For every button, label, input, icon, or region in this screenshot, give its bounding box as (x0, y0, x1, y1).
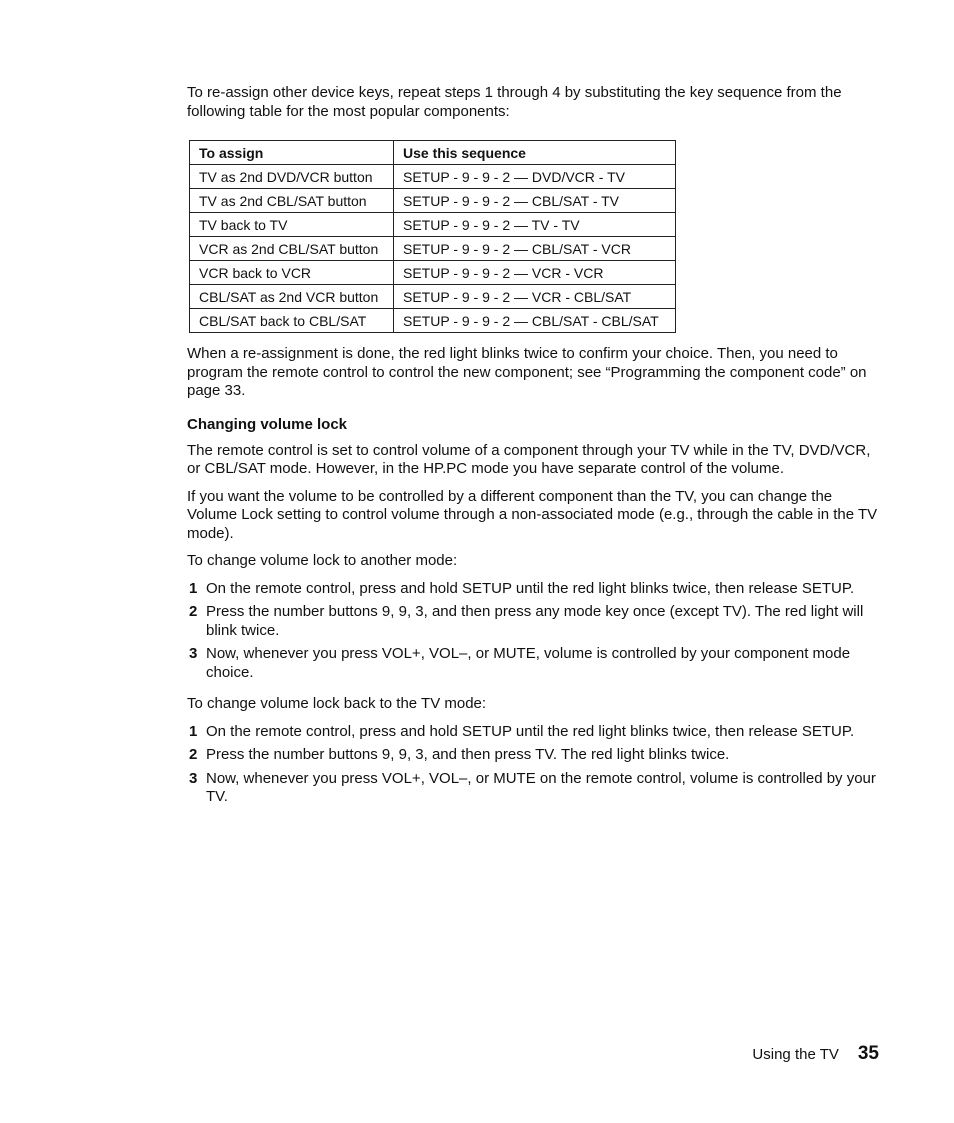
assign-cell: CBL/SAT as 2nd VCR button (190, 285, 394, 309)
page-content (187, 84, 882, 820)
table-row (190, 285, 676, 309)
steps-list-another-mode (187, 580, 882, 683)
footer-section-title: Using the TV (752, 1046, 839, 1063)
table-row (190, 189, 676, 213)
sequence-cell: SETUP - 9 - 9 - 2 — VCR - CBL/SAT (394, 285, 676, 309)
step-text: On the remote control, press and hold SETUP until the red light blinks twice, then release SETUP. (206, 579, 855, 597)
list-item (187, 746, 882, 765)
step-number: 2 (189, 746, 198, 763)
assign-cell: TV as 2nd CBL/SAT button (190, 189, 394, 213)
assign-cell: CBL/SAT back to CBL/SAT (190, 309, 394, 333)
sequence-cell: SETUP - 9 - 9 - 2 — CBL/SAT - TV (394, 189, 676, 213)
list-item (187, 723, 882, 742)
list-item (187, 645, 882, 682)
section-heading: Changing volume lock (187, 415, 348, 433)
column-header-sequence: Use this sequence (394, 141, 676, 165)
sequence-cell: SETUP - 9 - 9 - 2 — TV - TV (394, 213, 676, 237)
table-row (190, 261, 676, 285)
sequence-cell: SETUP - 9 - 9 - 2 — DVD/VCR - TV (394, 165, 676, 189)
step-text: Press the number buttons 9, 9, 3, and then press TV. The red light blinks twice. (206, 746, 730, 763)
step-text: Now, whenever you press VOL+, VOL–, or MUTE, volume is controlled by your component mode choice. (206, 645, 851, 681)
step-text: Press the number buttons 9, 9, 3, and then press any mode key once (except TV). The red light will blink twice. (206, 603, 864, 639)
list1-intro: To change volume lock to another mode: (187, 552, 458, 569)
intro-paragraph: To re-assign other device keys, repeat steps 1 through 4 by substituting the key sequence from the following table for the most popular components: (187, 84, 842, 120)
assign-cell: VCR as 2nd CBL/SAT button (190, 237, 394, 261)
page-footer (752, 1043, 879, 1065)
volume-paragraph-2: If you want the volume to be controlled by a different component than the TV, you can change the Volume Lock setting to control volume through a non-associated mode (e.g., through the cable in the TV mode). (187, 487, 878, 542)
assign-cell: TV back to TV (190, 213, 394, 237)
table-header-row (190, 141, 676, 165)
step-number: 3 (189, 645, 198, 662)
step-number: 2 (189, 603, 198, 620)
table-row (190, 237, 676, 261)
key-sequence-table (189, 140, 676, 333)
list-item (187, 580, 882, 599)
table-row (190, 309, 676, 333)
sequence-cell: SETUP - 9 - 9 - 2 — CBL/SAT - VCR (394, 237, 676, 261)
sequence-cell: SETUP - 9 - 9 - 2 — VCR - VCR (394, 261, 676, 285)
list-item (187, 603, 882, 640)
list-item (187, 770, 882, 807)
table-row (190, 213, 676, 237)
step-text: On the remote control, press and hold SETUP until the red light blinks twice, then release SETUP. (206, 722, 855, 740)
volume-paragraph-1: The remote control is set to control volume of a component through your TV while in the TV, DVD/VCR, or CBL/SAT mode. However, in the HP.PC mode you have separate control of the volume. (187, 441, 871, 477)
list2-intro: To change volume lock back to the TV mode: (187, 695, 487, 712)
steps-list-tv-mode (187, 723, 882, 807)
step-number: 1 (189, 579, 198, 597)
step-number: 3 (189, 769, 198, 787)
page-number: 35 (857, 1043, 879, 1064)
reassignment-note: When a re-assignment is done, the red light blinks twice to confirm your choice. Then, you need to program the remote control to control the new component; see “Programming the component code” on page 33. (187, 345, 867, 399)
step-text: Now, whenever you press VOL+, VOL–, or MUTE on the remote control, volume is controlled by your TV. (206, 769, 876, 805)
assign-cell: TV as 2nd DVD/VCR button (190, 165, 394, 189)
table-row (190, 165, 676, 189)
assign-cell: VCR back to VCR (190, 261, 394, 285)
sequence-cell: SETUP - 9 - 9 - 2 — CBL/SAT - CBL/SAT (394, 309, 676, 333)
step-number: 1 (189, 722, 198, 740)
column-header-to-assign: To assign (190, 141, 394, 165)
